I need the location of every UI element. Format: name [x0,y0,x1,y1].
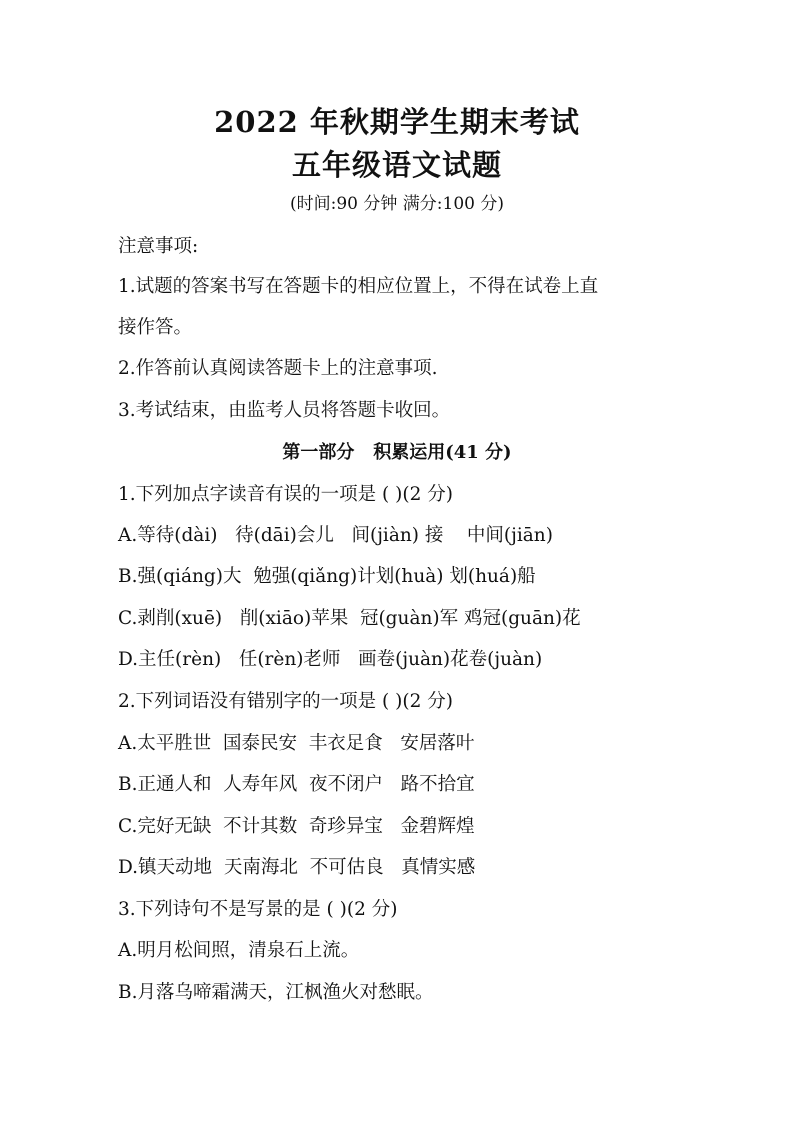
exam-subject-title: 五年级语文试题 [291,148,502,182]
exam-title: 2022 年秋期学生期末考试 [214,105,580,139]
question-option: A.太平胜世 国泰民安 丰衣足食 安居落叶 [118,733,475,754]
question-stem: 1.下列加点字读音有误的一项是 ( )(2 分) [118,484,453,505]
section-heading: 第一部分 积累运用(41 分) [282,442,512,463]
question-option: B.强(qiáng)大 勉强(qiǎng)计划(huà) 划(huá)船 [118,566,536,587]
note-item-1: 1.试题的答案书写在答题卡的相应位置上，不得在试卷上直 [118,276,599,297]
note-item-3: 3.考试结束，由监考人员将答题卡收回。 [118,400,451,421]
question-option: D.主任(rèn) 任(rèn)老师 画卷(juàn)花卷(juàn) [118,649,543,670]
question-option: B.月落乌啼霜满天，江枫渔火对愁眠。 [118,982,434,1003]
question-option: A.明月松间照，清泉石上流。 [118,940,360,961]
question-option: B.正通人和 人寿年风 夜不闭户 路不拾宜 [118,774,475,795]
note-item-1-continued: 接作答。 [118,317,193,338]
notes-heading: 注意事项: [118,236,199,257]
exam-time-score: (时间:90 分钟 满分:100 分) [289,194,504,214]
question-option: C.剥削(xuē) 削(xiāo)苹果 冠(guàn)军 鸡冠(guān)花 [118,608,581,629]
question-stem: 2.下列词语没有错别字的一项是 ( )(2 分) [118,691,453,712]
question-option: D.镇天动地 天南海北 不可估良 真情实感 [118,857,476,878]
note-item-2: 2.作答前认真阅读答题卡上的注意事项. [118,358,438,379]
question-option: C.完好无缺 不计其数 奇珍异宝 金碧辉煌 [118,816,475,837]
question-option: A.等待(dài) 待(dāi)会儿 间(jiàn) 接 中间(jiān) [118,525,553,546]
question-stem: 3.下列诗句不是写景的是 ( )(2 分) [118,899,398,920]
